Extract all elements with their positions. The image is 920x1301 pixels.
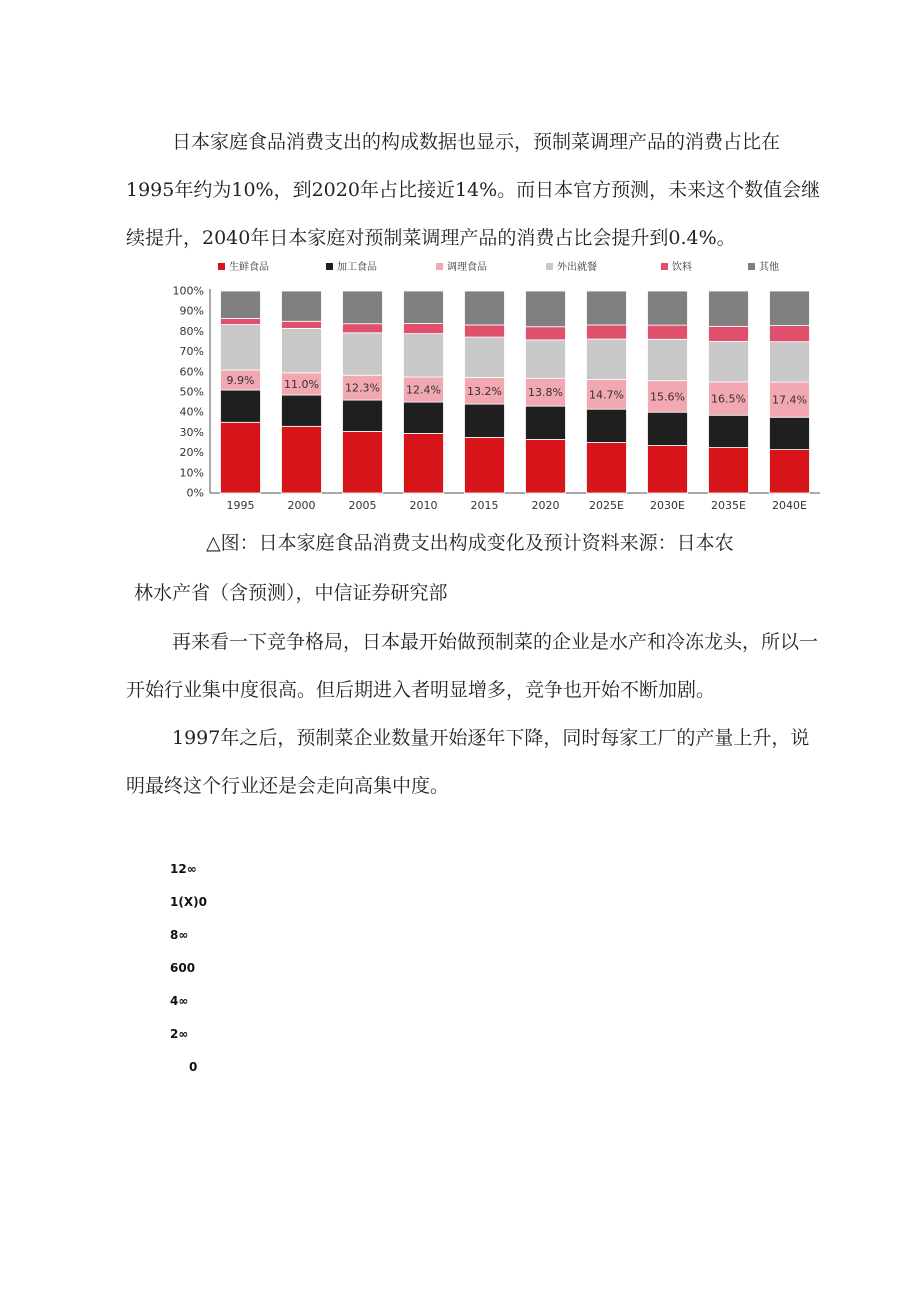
bar-segment bbox=[221, 318, 261, 324]
y-tick-label: 10% bbox=[179, 466, 204, 480]
paragraph-intro: 日本家庭食品消费支出的构成数据也显示，预制菜调理产品的消费占比在1995年约为10%，到2020年占比接近14%。而日本官方预测，未来这个数值会继续提升，2040年日本家庭对预制菜调理产品的消费占比会提升到0.4%。 bbox=[126, 131, 821, 249]
bar-segment bbox=[404, 402, 444, 433]
y-tick-label: 0% bbox=[186, 486, 204, 500]
bar-segment bbox=[221, 325, 261, 370]
bar-segment bbox=[587, 339, 627, 379]
figure-caption-line1: △图：日本家庭食品消费支出构成变化及预计资料来源：日本农 bbox=[206, 532, 734, 554]
legend-swatch bbox=[436, 263, 443, 270]
y-tick-label: 30% bbox=[179, 425, 204, 439]
legend-swatch bbox=[661, 263, 668, 270]
stacked-bar-chart bbox=[156, 255, 828, 517]
bar-segment bbox=[404, 433, 444, 493]
bar-segment bbox=[282, 291, 322, 321]
bar-segment bbox=[648, 291, 688, 325]
data-label: 11.0% bbox=[284, 377, 319, 391]
x-tick-label: 2000 bbox=[287, 499, 316, 512]
legend-swatch bbox=[748, 263, 755, 270]
legend-swatch bbox=[218, 263, 225, 270]
data-label: 9.9% bbox=[226, 373, 255, 387]
y-tick-label: 20% bbox=[179, 446, 204, 460]
bar-segment bbox=[709, 291, 749, 326]
y-tick-label: 100% bbox=[172, 284, 204, 298]
y-tick-label: 0 bbox=[189, 1060, 198, 1074]
y-tick-label: 1(X)0 bbox=[170, 895, 207, 909]
bar-segment bbox=[587, 291, 627, 325]
legend-label: 外出就餐 bbox=[557, 262, 597, 273]
y-tick-label: 8∞ bbox=[170, 928, 189, 942]
legend-label: 其他 bbox=[759, 262, 779, 273]
y-tick-label: 50% bbox=[179, 385, 204, 399]
bar-segment bbox=[770, 326, 810, 342]
bar-segment bbox=[465, 325, 505, 337]
data-label: 14.7% bbox=[589, 388, 624, 402]
bar-segment bbox=[526, 327, 566, 340]
bar-segment bbox=[587, 325, 627, 339]
y-tick-label: 60% bbox=[179, 365, 204, 379]
y-tick-label: 40% bbox=[179, 405, 204, 419]
bar-segment bbox=[221, 291, 261, 318]
bar-segment bbox=[343, 333, 383, 375]
bar-segment bbox=[465, 291, 505, 325]
bar-segment bbox=[343, 431, 383, 493]
x-tick-label: 2015 bbox=[470, 499, 499, 512]
bar-segment bbox=[587, 409, 627, 442]
bar-segment bbox=[465, 404, 505, 437]
bar-segment bbox=[282, 321, 322, 328]
bar-segment bbox=[343, 291, 383, 324]
y-tick-label: 2∞ bbox=[170, 1027, 189, 1041]
x-tick-label: 2020 bbox=[531, 499, 560, 512]
bar-segment bbox=[404, 291, 444, 324]
bar-segment bbox=[770, 291, 810, 326]
bar-segment bbox=[648, 325, 688, 339]
bar-segment bbox=[709, 415, 749, 447]
legend-label: 调理食品 bbox=[447, 262, 487, 273]
y-tick-label: 70% bbox=[179, 345, 204, 359]
paragraph-concentration: 1997年之后，预制菜企业数量开始逐年下降，同时每家工厂的产量上升，说明最终这个行业还是会走向高集中度。 bbox=[126, 727, 810, 797]
bar-segment bbox=[343, 324, 383, 333]
x-tick-label: 2025E bbox=[589, 499, 624, 512]
bar-segment bbox=[770, 450, 810, 493]
data-label: 17.4% bbox=[772, 393, 807, 407]
x-tick-label: 1995 bbox=[226, 499, 255, 512]
data-label: 13.2% bbox=[467, 384, 502, 398]
bar-segment bbox=[526, 439, 566, 493]
bar-segment bbox=[648, 339, 688, 380]
bar-segment bbox=[465, 437, 505, 493]
paragraph-competition: 再来看一下竞争格局，日本最开始做预制菜的企业是水产和冷冻龙头，所以一开始行业集中度很高。但后期进入者明显增多，竞争也开始不断加剧。 bbox=[126, 631, 819, 701]
bar-segment bbox=[648, 412, 688, 445]
x-tick-label: 2005 bbox=[348, 499, 377, 512]
bar-segment bbox=[282, 395, 322, 426]
bar-segment bbox=[709, 342, 749, 382]
y-tick-label: 12∞ bbox=[170, 862, 197, 876]
bar-segment bbox=[465, 337, 505, 377]
bar-segment bbox=[648, 446, 688, 493]
data-label: 12.3% bbox=[345, 381, 380, 395]
bar-segment bbox=[770, 417, 810, 449]
bar-segment bbox=[404, 334, 444, 377]
y-tick-label: 90% bbox=[179, 304, 204, 318]
legend-label: 加工食品 bbox=[337, 262, 377, 273]
bar-segment bbox=[343, 400, 383, 431]
bar-segment bbox=[221, 390, 261, 422]
figure-caption-line2: 林水产省（含预测），中信证券研究部 bbox=[134, 582, 448, 604]
x-tick-label: 2030E bbox=[650, 499, 685, 512]
bar-segment bbox=[282, 426, 322, 493]
data-label: 13.8% bbox=[528, 386, 563, 400]
y-tick-label: 80% bbox=[179, 324, 204, 338]
bar-segment bbox=[526, 340, 566, 378]
data-label: 16.5% bbox=[711, 392, 746, 406]
y-tick-label: 4∞ bbox=[170, 994, 189, 1008]
x-tick-label: 2040E bbox=[772, 499, 807, 512]
bar-segment bbox=[587, 443, 627, 494]
bar-segment bbox=[526, 291, 566, 327]
bar-segment bbox=[221, 422, 261, 493]
legend-swatch bbox=[326, 263, 333, 270]
data-label: 12.4% bbox=[406, 383, 441, 397]
bar-segment bbox=[404, 324, 444, 334]
legend-label: 饮料 bbox=[672, 262, 692, 273]
legend-swatch bbox=[546, 263, 553, 270]
legend-label: 生鲜食品 bbox=[229, 262, 269, 273]
bar-segment bbox=[526, 406, 566, 439]
bar-segment bbox=[282, 328, 322, 372]
bar-segment bbox=[709, 448, 749, 493]
x-tick-label: 2035E bbox=[711, 499, 746, 512]
x-tick-label: 2010 bbox=[409, 499, 438, 512]
bar-segment bbox=[770, 342, 810, 382]
bar-segment bbox=[709, 326, 749, 341]
data-label: 15.6% bbox=[650, 390, 685, 404]
y-tick-label: 600 bbox=[170, 961, 196, 975]
